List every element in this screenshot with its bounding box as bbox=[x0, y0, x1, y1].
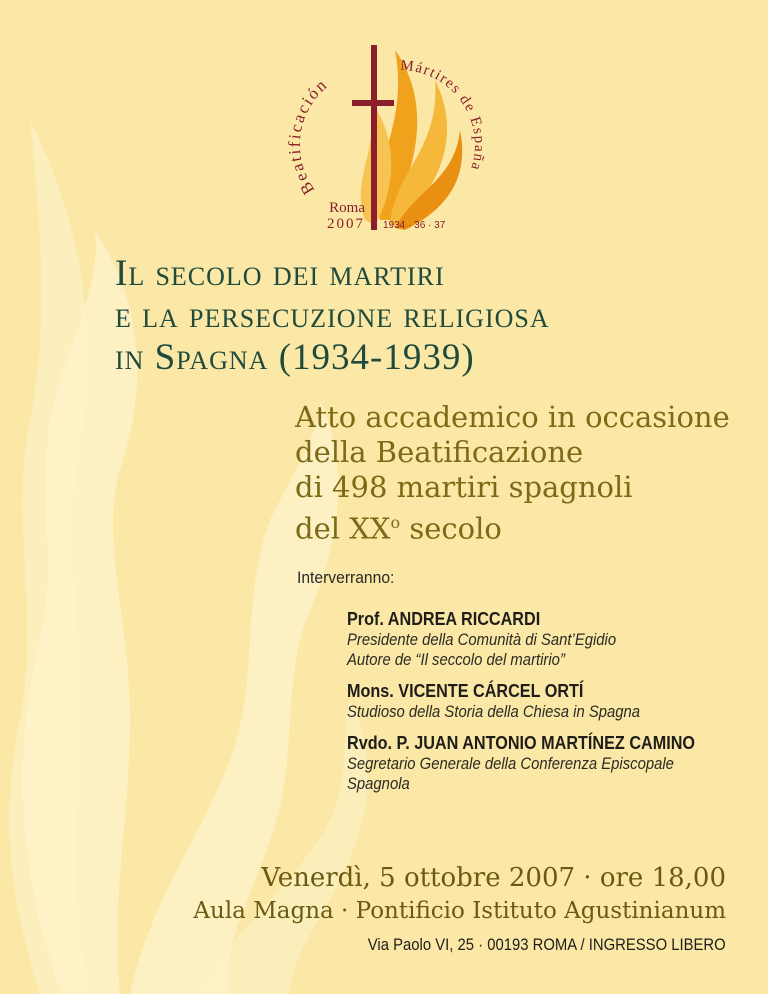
event-address: Via Paolo VI, 25 · 00193 ROMA / INGRESSO LIBERO bbox=[368, 936, 726, 954]
speaker-item bbox=[347, 608, 747, 670]
subtitle-line-4-pre: del XX bbox=[295, 511, 391, 546]
subtitle-line-4-post: secolo bbox=[400, 511, 502, 546]
speaker-name: Rvdo. P. JUAN ANTONIO MARTÍNEZ CAMINO bbox=[347, 733, 696, 753]
speaker-item bbox=[347, 680, 747, 722]
speaker-item bbox=[347, 732, 747, 794]
speaker-name: Mons. VICENTE CÁRCEL ORTÍ bbox=[347, 681, 584, 701]
speaker-name: Prof. ANDREA RICCARDI bbox=[347, 609, 541, 629]
title-line-3: in Spagna (1934-1939) bbox=[115, 337, 475, 378]
subtitle-line-4 bbox=[295, 505, 755, 547]
speaker-role: Studioso della Storia della Chiesa in Spagna bbox=[347, 703, 641, 721]
subtitle bbox=[295, 400, 755, 547]
logo-year: 2007 bbox=[327, 216, 365, 232]
logo-years: 1934 · 36 · 37 bbox=[383, 220, 446, 231]
event-date: Venerdì, 5 ottobre 2007 · ore 18,00 bbox=[261, 863, 726, 893]
main-title bbox=[115, 253, 755, 379]
speaker-role: Segretario Generale della Conferenza Episcopale bbox=[347, 755, 674, 773]
logo-cross-vertical bbox=[371, 45, 377, 230]
title-line-2: e la persecuzione religiosa bbox=[115, 295, 550, 336]
logo-left-arc-text: Beatificación bbox=[284, 74, 332, 199]
subtitle-superscript: o bbox=[390, 513, 401, 532]
logo-city: Roma bbox=[329, 200, 365, 216]
subtitle-line-1: Atto accademico in occasione bbox=[295, 400, 730, 434]
subtitle-line-3: di 498 martiri spagnoli bbox=[295, 470, 633, 504]
speaker-role: Presidente della Comunità di Sant’Egidio bbox=[347, 631, 617, 649]
title-line-1: Il secolo dei martiri bbox=[115, 253, 445, 294]
event-venue: Aula Magna · Pontificio Istituto Agustinianum bbox=[193, 898, 726, 924]
logo-right-arc-text: Mártires de España bbox=[399, 57, 488, 174]
logo-cross-horizontal bbox=[352, 100, 394, 106]
speaker-role: Autore de “Il seccolo del martirio” bbox=[347, 651, 565, 669]
speakers-intro: Interverranno: bbox=[297, 568, 395, 587]
beatificacion-logo bbox=[270, 40, 510, 240]
speaker-role: Spagnola bbox=[347, 775, 410, 793]
subtitle-line-2: della Beatificazione bbox=[295, 435, 584, 469]
speakers-list bbox=[347, 608, 747, 804]
